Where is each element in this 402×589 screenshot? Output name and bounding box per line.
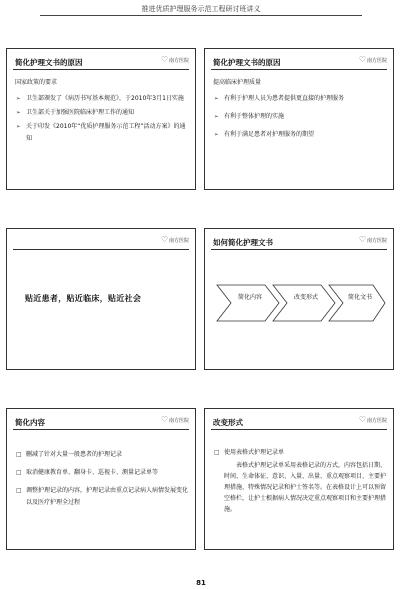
step-label: 改变形式 xyxy=(293,294,318,301)
bullet-text: 卫生部颁发了《病历书写基本规范》，于2010年3月1日实施 xyxy=(26,95,184,102)
chevron-step-3 xyxy=(329,285,385,321)
chevron-step-1 xyxy=(217,285,279,321)
bullet-item xyxy=(213,129,389,141)
hospital-logo xyxy=(161,416,189,424)
square-bullet-icon: □ xyxy=(16,487,22,494)
logo-label: 南方医院 xyxy=(366,57,387,64)
page-number: 81 xyxy=(196,579,206,587)
slide-4 xyxy=(204,228,394,370)
logo-icon: ♡ xyxy=(160,55,168,64)
slide-title: 简化内容 xyxy=(15,418,45,427)
slide-intro: 提高临床护理质量 xyxy=(213,79,262,86)
logo-label: 南方医院 xyxy=(366,237,387,244)
slide-body xyxy=(15,77,191,147)
slide-1 xyxy=(6,48,196,190)
bullet-text: 关于印发《2010年“优质护理服务示范工程”活动方案》的通知 xyxy=(26,123,186,142)
bullet-text: 卫生部关于加强医院临床护理工作的通知 xyxy=(26,109,135,116)
title-rule xyxy=(211,429,387,430)
slide-5 xyxy=(6,408,196,550)
bullet-text: 调整护理记录的内容，护理记录由重点记录病人病情发展变化以及医疗护理全过程 xyxy=(26,487,189,506)
bullet-item xyxy=(15,107,191,119)
step-label: 简化内容 xyxy=(237,294,262,301)
bullet-text: 使用表格式护理记录单 xyxy=(224,449,285,456)
hospital-logo xyxy=(359,416,387,424)
square-bullet-icon: □ xyxy=(16,469,22,476)
bullet-item xyxy=(15,485,191,509)
slide-title: 简化护理文书的原因 xyxy=(213,58,281,67)
slide-body xyxy=(213,447,389,515)
hospital-logo xyxy=(359,236,387,244)
square-bullet-icon: □ xyxy=(214,449,220,456)
header-rule xyxy=(40,15,362,16)
slide-body xyxy=(15,449,191,511)
logo-label: 南方医院 xyxy=(366,417,387,424)
logo-icon: ♡ xyxy=(358,235,366,244)
arrow-bullet-icon: ➢ xyxy=(16,124,21,130)
logo-icon: ♡ xyxy=(160,235,168,244)
logo-label: 南方医院 xyxy=(168,417,189,424)
chevron-arrows xyxy=(215,283,387,323)
hospital-logo xyxy=(359,56,387,64)
slide-title: 改变形式 xyxy=(213,418,243,427)
bullet-item xyxy=(213,93,389,105)
square-bullet-icon: □ xyxy=(16,451,22,458)
logo-icon: ♡ xyxy=(160,415,168,424)
slide-3 xyxy=(6,228,196,370)
arrow-bullet-icon: ➢ xyxy=(16,96,21,102)
bullet-text: 有利于护理人员为患者提供更直接的护理服务 xyxy=(224,95,345,102)
arrow-bullet-icon: ➢ xyxy=(214,132,219,138)
slogan: 贴近患者，贴近临床，贴近社会 xyxy=(25,294,142,303)
step-label: 简化文书 xyxy=(347,294,372,301)
bullet-text: 取消健康教育单、翻身卡、巡视卡、测量记录单等 xyxy=(26,469,159,476)
bullet-text: 删减了针对大量一般患者的护理记录 xyxy=(26,451,123,458)
slide-title: 简化护理文书的原因 xyxy=(15,58,83,67)
logo-icon: ♡ xyxy=(358,415,366,424)
arrow-bullet-icon: ➢ xyxy=(214,96,219,102)
slide-2 xyxy=(204,48,394,190)
hospital-logo xyxy=(161,56,189,64)
title-rule xyxy=(13,249,189,250)
arrow-bullet-icon: ➢ xyxy=(214,114,219,120)
process-flow xyxy=(215,283,387,323)
bullet-item xyxy=(15,449,191,461)
title-rule xyxy=(211,69,387,70)
title-rule xyxy=(211,249,387,250)
document-header: 推进优质护理服务示范工程研讨班讲义 xyxy=(141,5,261,13)
slide-body xyxy=(213,77,389,143)
arrow-bullet-icon: ➢ xyxy=(16,110,21,116)
title-rule xyxy=(13,69,189,70)
bullet-text: 有利于满足患者对护理服务的期望 xyxy=(224,131,315,138)
bullet-item xyxy=(213,111,389,123)
bullet-item xyxy=(15,121,191,145)
chevron-step-2 xyxy=(273,285,335,321)
logo-label: 南方医院 xyxy=(168,237,189,244)
bullet-item xyxy=(213,447,389,458)
slide-6 xyxy=(204,408,394,550)
slide-intro: 国家政策的要求 xyxy=(15,79,58,86)
logo-icon: ♡ xyxy=(358,55,366,64)
hospital-logo xyxy=(161,236,189,244)
logo-label: 南方医院 xyxy=(168,57,189,64)
bullet-text: 有利于整体护理的实施 xyxy=(224,113,285,120)
description-paragraph: 表格式护理记录单采用表格记录的方式，内容包括日期、时间、生命体征、意识、入量、出量、重点观察项目、主要护理措施、特殊情况记录和护士签名等。在表格设计上可以预留空格栏，让护士根据病人情况决定重点观察项目和主要护理措施。 xyxy=(224,462,387,513)
slide-title: 如何简化护理文书 xyxy=(213,238,273,247)
title-rule xyxy=(13,429,189,430)
bullet-item xyxy=(15,93,191,105)
bullet-item xyxy=(15,467,191,479)
